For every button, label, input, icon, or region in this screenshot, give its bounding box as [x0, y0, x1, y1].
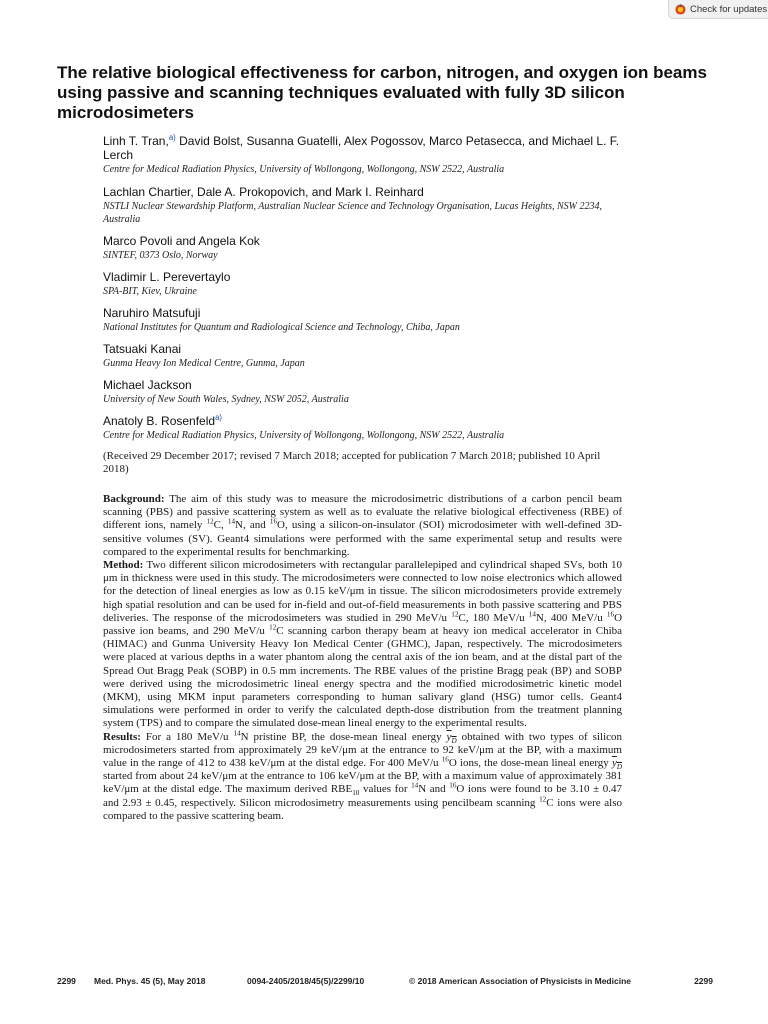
affiliation: Centre for Medical Radiation Physics, University of Wollongong, Wollongong, NSW 2522, Australia [103, 164, 505, 175]
affiliation: SPA-BIT, Kiev, Ukraine [103, 286, 197, 297]
abstract-background: Background: The aim of this study was to measure the microdosimetric distributions of a carbon pencil beam scanning (PBS) and passive scattering system as well as to evaluate the relative biological effectiveness (RBE) of different ions, namely $^{12}$C, $^{14}$N, and $^{16}$O, using a silicon-on-insulator (SOI) microdosimeter with well-defined 3D-sensitive volumes (SV). Geant4 simulations were performed with the same experimental setup and results were compared to the experimental results for benchmarking. [103, 493, 622, 558]
page-number: 2299 [57, 976, 76, 986]
footnote-marker[interactable]: a) [215, 413, 223, 422]
author-names: Michael Jackson [103, 378, 192, 392]
section-label: Method: [103, 559, 144, 572]
abstract [103, 493, 622, 823]
author-names: Tatsuaki Kanai [103, 342, 182, 356]
check-for-updates-icon [675, 4, 686, 15]
paper-title: The relative biological effectiveness for carbon, nitrogen, and oxygen ion beams using passive and scanning techniques evaluated with fully 3D silicon microdosimeters [57, 63, 707, 122]
author-group [103, 342, 622, 370]
journal-citation: Med. Phys. 45 (5), May 2018 [94, 976, 206, 986]
section-label: Results: [103, 730, 141, 743]
author-list [103, 134, 622, 476]
author-group [103, 185, 622, 226]
author-group [103, 270, 622, 298]
affiliation: University of New South Wales, Sydney, NSW 2052, Australia [103, 394, 349, 405]
article-code: 0094-2405/2018/45(5)/2299/10 [247, 976, 365, 986]
author-group [103, 414, 622, 442]
received-dates: (Received 29 December 2017; revised 7 March 2018; accepted for publication 7 March 2018; published 10 April 2018) [103, 450, 601, 475]
abstract-method: Method: Two different silicon microdosimeters with rectangular parallelepiped and cylindrical shaped SVs, both 10 μm in thickness were used in this study. The microdosimeters were connected to low noise electronics which allowed for the detection of lineal energies as low as 0.15 keV/μm in tissue. The silicon microdosimeters provide extremely high spatial resolution and can be used for in-field and out-of-field measurements in both passive scattering and PBS deliveries. The response of the microdosimeters was studied in 290 MeV/u $^{12}$C, 180 MeV/u $^{14}$N, 400 MeV/u $^{16}$O passive ion beams, and 290 MeV/u $^{12}$C scanning carbon therapy beam at heavy ion medical accelerator in Chiba (HIMAC) and Gunma University Heavy Ion Medical Center (GHMC), Japan, respectively. The microdosimeters were placed at various depths in a water phantom along the central axis of the ion beam, and at the distal part of the Spread Out Bragg Peak (SOBP) in 0.5 mm increments. The RBE values of the pristine Bragg peak (BP) and SOBP were derived using the microdosimetric lineal energy spectra and the modified microdosimetric kinetic model (MKM), using MKM input parameters corresponding to human salivary gland (HSG) tumor cells. Geant4 simulations were performed in order to verify the calculated depth-dose distribution from the treatment planning system (TPS) and to compare the simulated dose-mean lineal energy to the experimental results. [103, 559, 623, 730]
section-label: Background: [103, 493, 165, 505]
author-group [103, 306, 622, 334]
author-names: Lachlan Chartier, Dale A. Prokopovich, and Mark I. Reinhard [103, 185, 424, 199]
affiliation: National Institutes for Quantum and Radiological Science and Technology, Chiba, Japan [103, 322, 460, 333]
author-group [103, 234, 622, 262]
page-footer [57, 976, 713, 990]
page-number: 2299 [694, 976, 713, 986]
affiliation: SINTEF, 0373 Oslo, Norway [103, 250, 218, 261]
check-for-updates-label: Check for updates [690, 3, 768, 15]
footnote-marker[interactable]: a) [168, 133, 176, 142]
author-names: Linh T. Tran,$^{a)}$ David Bolst, Susanna Guatelli, Alex Pogossov, Marco Petasecca, and Michael L. F. Lerch [103, 133, 620, 162]
lineal-energy-symbol: $y_D$ [611, 757, 622, 772]
lineal-energy-symbol: $y_D$ [446, 730, 457, 745]
author-group [103, 378, 622, 406]
author-names: Naruhiro Matsufuji [103, 306, 201, 320]
check-for-updates-button[interactable] [668, 0, 768, 19]
author-names: Marco Povoli and Angela Kok [103, 234, 260, 248]
affiliation: Centre for Medical Radiation Physics, University of Wollongong, Wollongong, NSW 2522, Australia [103, 430, 505, 441]
affiliation: Gunma Heavy Ion Medical Centre, Gunma, Japan [103, 358, 305, 369]
author-names: Anatoly B. Rosenfeld$^{a)}$ [103, 413, 223, 428]
author-names: Vladimir L. Perevertaylo [103, 270, 231, 284]
abstract-results: Results: For a 180 MeV/u $^{14}$N pristine BP, the dose-mean lineal energy $y_D$ obtained with two types of silicon microdosimeters started from approximately 29 keV/μm at the entrance to 92 keV/μm at the BP, with a maximum value in the range of 412 to 438 keV/μm at the distal edge. For 400 MeV/u $^{16}$O ions, the dose-mean lineal energy $y_D$ started from about 24 keV/μm at the entrance to 106 keV/μm at the BP, with a maximum value of approximately 381 keV/μm at the distal edge. The maximum derived $RBE_{10}$ values for $^{14}$N and $^{16}$O ions were found to be 3.10 ± 0.47 and 2.93 ± 0.45, respectively. Silicon microdosimetry measurements using pencilbeam scanning $^{12}$C ions were also compared to the passive scattering beam. [103, 729, 623, 822]
affiliation: NSTLI Nuclear Stewardship Platform, Australian Nuclear Science and Technology Organisation, Lucas Heights, NSW 2234, Australia [103, 201, 602, 225]
copyright: © 2018 American Association of Physicists in Medicine [409, 976, 631, 986]
author-group [103, 134, 622, 176]
